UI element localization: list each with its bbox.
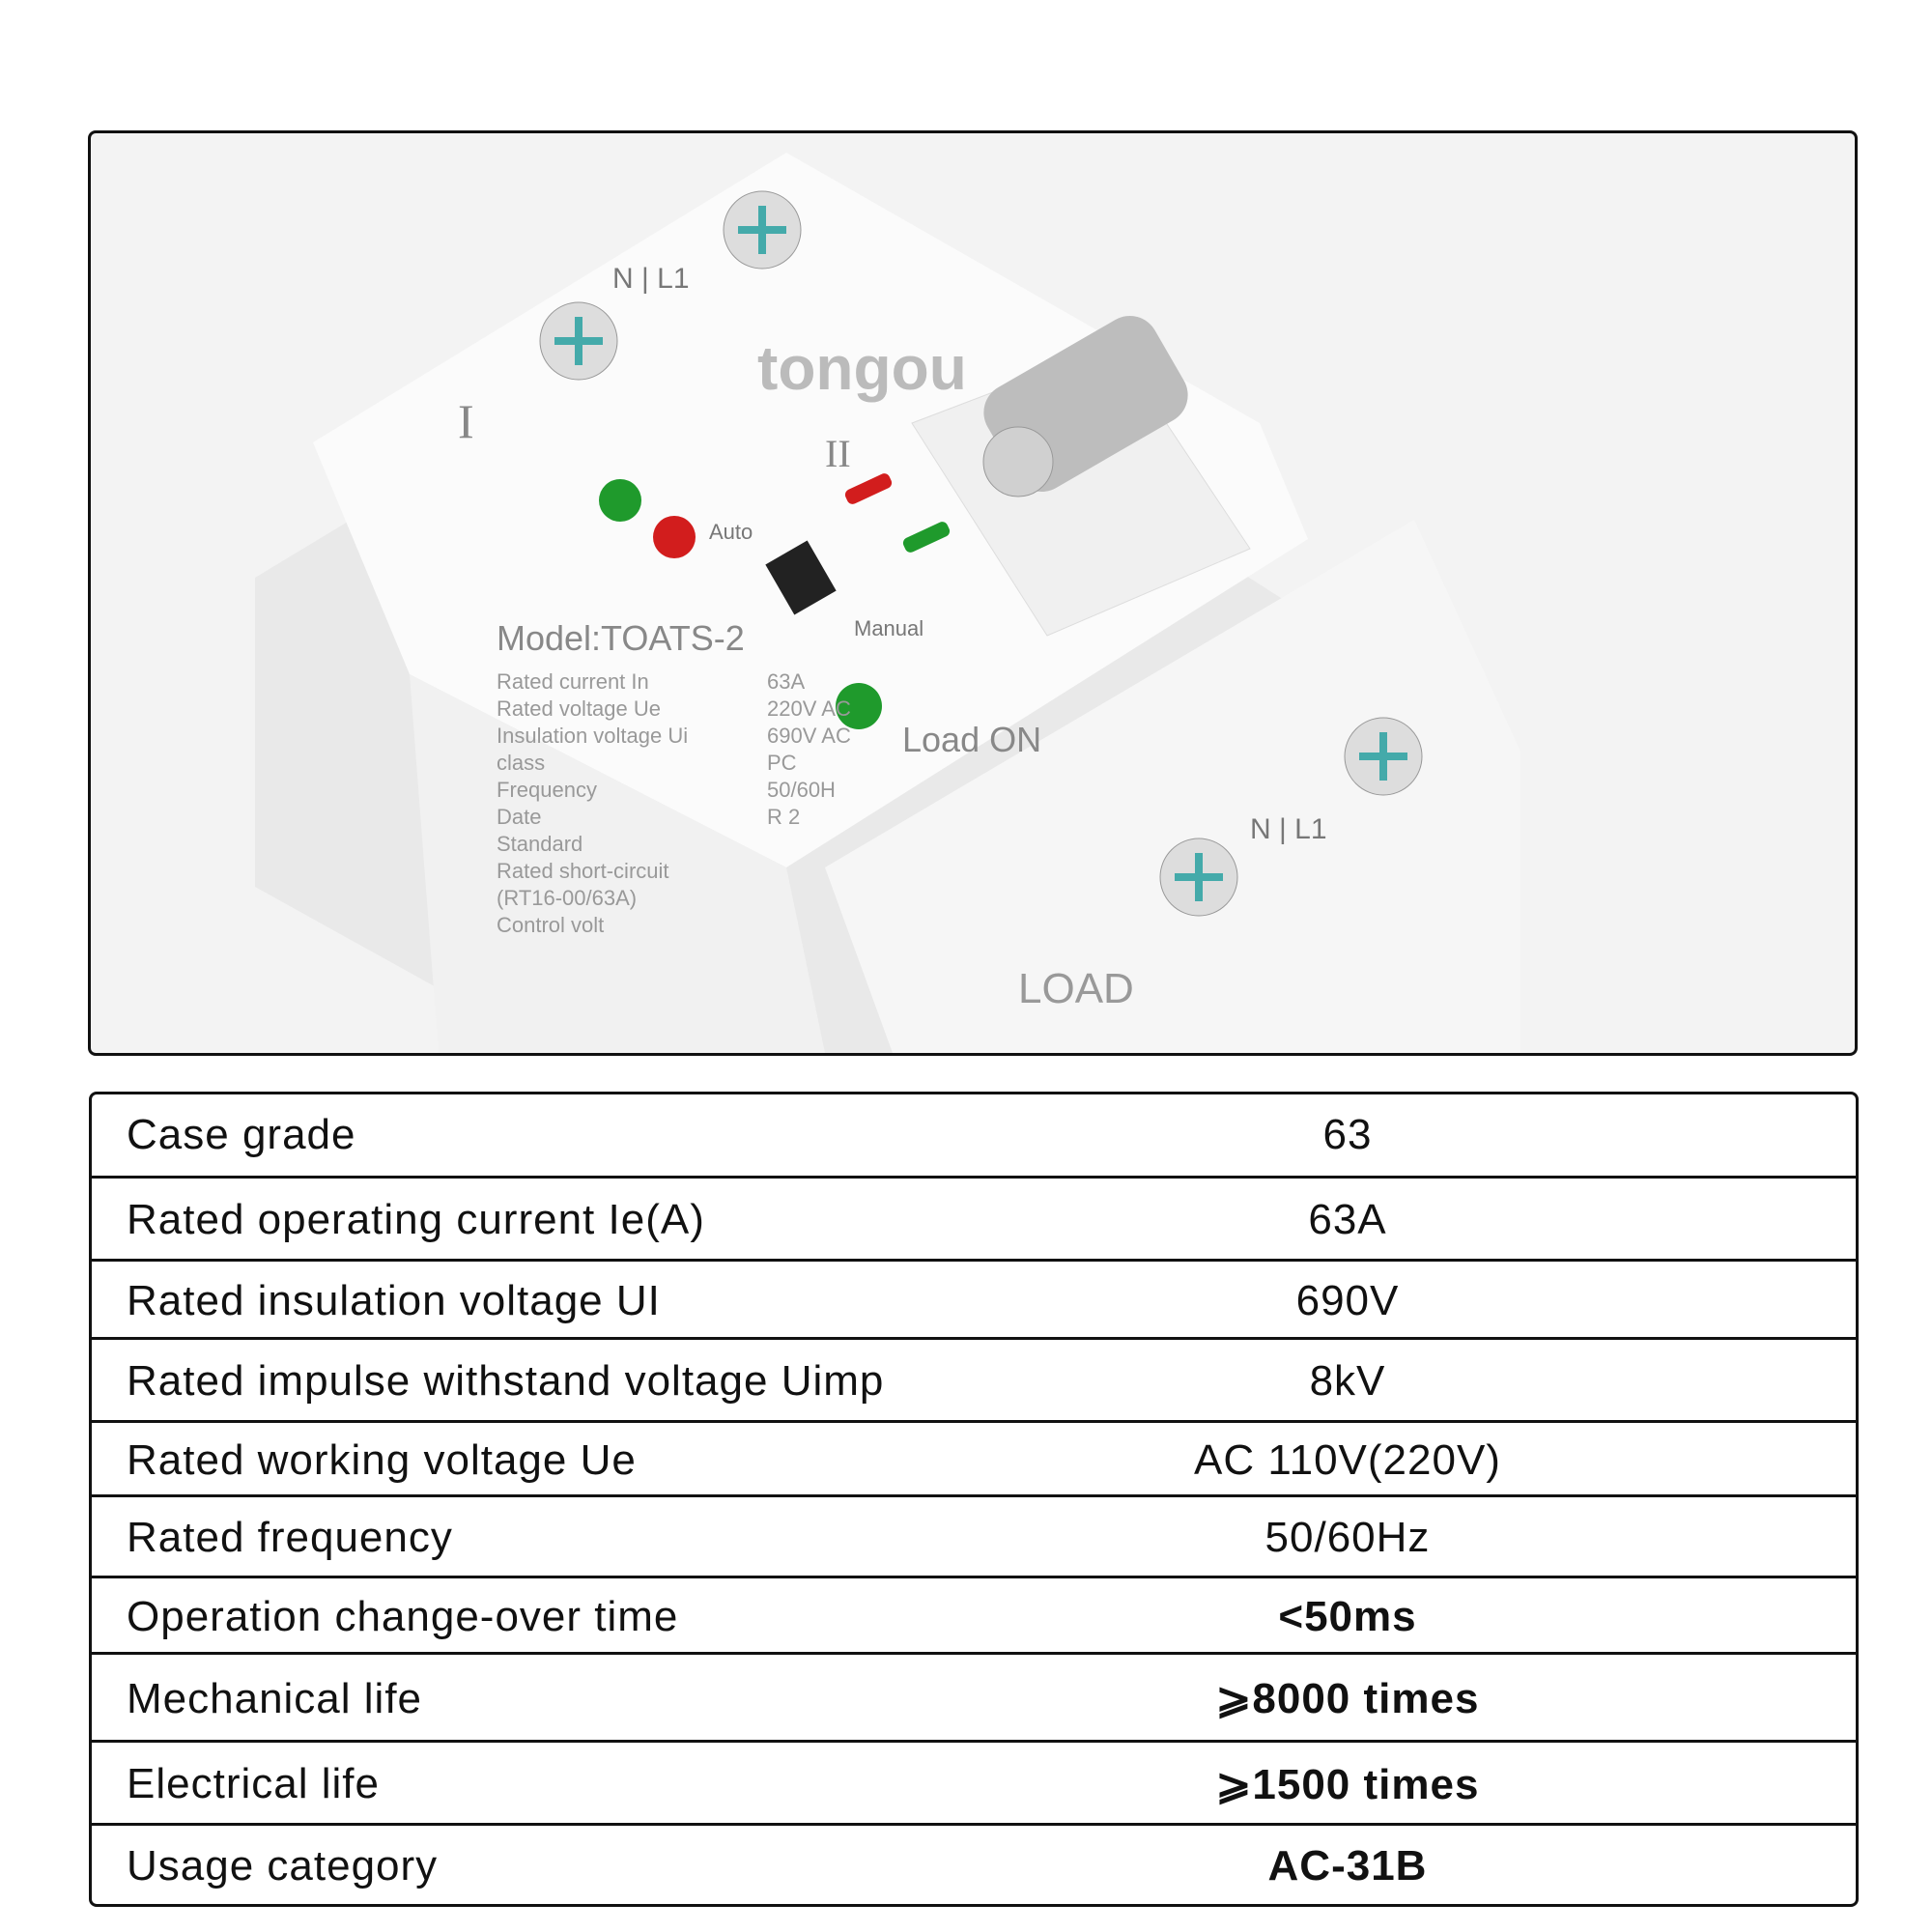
source-one-label: I <box>458 394 474 448</box>
handle-knob[interactable] <box>983 427 1053 497</box>
spec-label: Rated impulse withstand voltage Uimp <box>127 1357 885 1405</box>
nameplate-line: class <box>497 751 546 775</box>
nameplate-line: Rated voltage Ue <box>497 696 661 721</box>
spec-value: 50/60Hz <box>1264 1514 1431 1561</box>
spec-row <box>92 1576 1856 1655</box>
model-label: Model:TOATS-2 <box>497 618 745 658</box>
nameplate-value: 63A <box>767 669 806 694</box>
nameplate-line: (RT16-00/63A) <box>497 886 638 910</box>
nameplate-value: R 2 <box>767 805 801 829</box>
spec-table <box>89 1092 1859 1907</box>
led-source-one <box>599 479 641 522</box>
spec-value: 63A <box>1308 1196 1387 1243</box>
spec-value: AC 110V(220V) <box>1194 1435 1501 1484</box>
product-photo <box>88 130 1858 1056</box>
led-source-two <box>653 516 696 558</box>
spec-label: Rated operating current Ie(A) <box>127 1196 705 1243</box>
load-label: LOAD <box>1018 965 1134 1012</box>
nameplate-value: 220V AC <box>767 696 851 721</box>
nameplate-line: Control volt <box>497 913 605 937</box>
brand-logo: tongou <box>757 333 967 403</box>
spec-value: ⩾8000 times <box>1215 1675 1480 1722</box>
spec-row <box>92 1494 1856 1578</box>
spec-row <box>92 1176 1856 1262</box>
spec-value: <50ms <box>1278 1592 1417 1640</box>
nameplate-line: Frequency <box>497 778 597 802</box>
spec-row <box>92 1337 1856 1423</box>
nameplate-line: Insulation voltage Ui <box>497 724 689 748</box>
spec-value: AC-31B <box>1267 1842 1428 1889</box>
spec-value: 8kV <box>1309 1357 1386 1405</box>
nameplate-value: 690V AC <box>767 724 851 748</box>
spec-row <box>92 1094 1856 1176</box>
nameplate-line: Rated current In <box>497 669 649 694</box>
nameplate-line: Rated short-circuit <box>497 859 669 883</box>
nameplate-line: Date <box>497 805 542 829</box>
spec-row <box>92 1740 1856 1826</box>
manual-label: Manual <box>854 616 924 640</box>
spec-row <box>92 1823 1856 1907</box>
nameplate-value: 50/60H <box>767 778 836 802</box>
screw-icon <box>724 191 801 269</box>
screw-icon <box>1160 838 1237 916</box>
spec-label: Usage category <box>127 1842 439 1889</box>
spec-value: 690V <box>1295 1276 1400 1324</box>
spec-label: Mechanical life <box>127 1674 423 1722</box>
spec-row <box>92 1652 1856 1743</box>
terminal-top-label: N | L1 <box>612 263 690 295</box>
terminal-bottom-label: N | L1 <box>1250 813 1327 845</box>
spec-value: ⩾1500 times <box>1215 1760 1480 1808</box>
spec-label: Case grade <box>127 1111 356 1158</box>
spec-label: Electrical life <box>127 1760 380 1807</box>
load-on-label: Load ON <box>902 720 1042 759</box>
spec-label: Rated frequency <box>127 1514 453 1561</box>
ats-switch-illustration <box>91 133 1855 1053</box>
spec-label: Operation change-over time <box>127 1592 679 1640</box>
auto-label: Auto <box>709 520 753 544</box>
spec-value: 63 <box>1322 1111 1373 1158</box>
spec-label: Rated insulation voltage UI <box>127 1276 661 1324</box>
spec-label: Rated working voltage Ue <box>127 1435 637 1484</box>
source-two-label: II <box>825 432 851 475</box>
spec-row <box>92 1420 1856 1497</box>
nameplate-value: PC <box>767 751 797 775</box>
nameplate-line: Standard <box>497 832 583 856</box>
spec-row <box>92 1259 1856 1340</box>
screw-icon <box>1345 718 1422 795</box>
screw-icon <box>540 302 617 380</box>
